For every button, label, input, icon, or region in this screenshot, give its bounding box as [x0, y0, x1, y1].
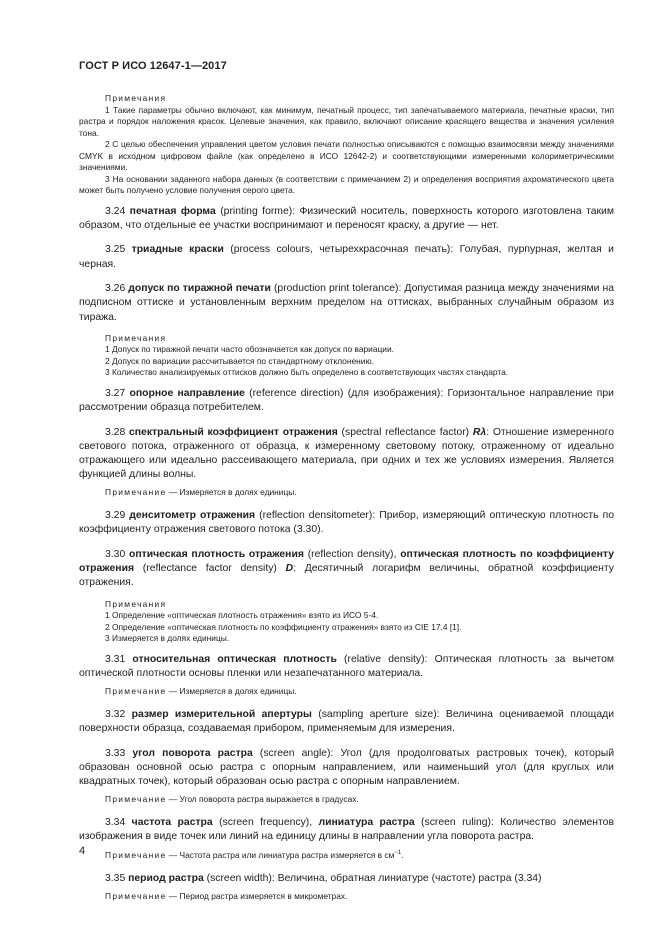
note-item: 2 Определение «оптическая плотность по коэффициенту отражения» взято из CIE 17.4 [1].	[105, 621, 462, 632]
term-name: спектральный коэффициент отражения	[128, 426, 338, 438]
note-end: .	[401, 849, 404, 860]
note-label: Примечание	[105, 487, 167, 498]
term-definition: (sampling aperture size): Величина оцениваемой площади поверхности образца, создаваемая прибором, применяемым для измерения.	[79, 708, 614, 735]
term-3-35	[79, 872, 614, 886]
term-english: (reflection density),	[303, 549, 401, 560]
term-name: печатная форма	[129, 205, 216, 217]
notes-block-1	[79, 93, 614, 197]
term-3-30	[79, 548, 614, 591]
note-text: — Измеряется в долях единицы.	[166, 487, 297, 498]
notes-block-2	[79, 333, 614, 379]
term-number: 3.35	[105, 872, 126, 884]
note-label: Примечание	[105, 849, 167, 860]
term-definition: (screen ruling): Количество элементов изображения в виде точек или линий на единицу длины в направлении угла поворота растра.	[79, 817, 614, 843]
term-3-33	[79, 747, 614, 790]
term-number: 3.30	[105, 549, 126, 560]
term-name: денситометр отражения	[129, 510, 256, 522]
note-3-28	[79, 487, 614, 499]
term-definition: (production print tolerance): Допустимая разница между значениями на подписном оттиске и установленным верхним пределом на оттисках, выбранных случайным образом из тиража.	[79, 283, 614, 323]
term-number: 3.25	[105, 244, 126, 256]
note-text: — Измеряется в долях единицы.	[166, 686, 297, 697]
term-definition: : Десятичный логарифм величины, обратной коэффициенту отражения.	[79, 563, 614, 589]
term-definition: (reference direction) (для изображения): Горизонтальное направление при рассмотрении образца потребителем.	[79, 387, 614, 413]
term-3-32	[79, 708, 614, 736]
note-3-35	[79, 891, 614, 903]
term-number: 3.33	[105, 747, 126, 759]
term-definition: (relative density): Оптическая плотность за вычетом оптической плотности основы пленки или незапечатанного материала.	[79, 653, 614, 679]
term-definition: (screen width): Величина, обратная линиатуре (частоте) растра (3.34)	[203, 872, 542, 884]
term-name: период растра	[128, 872, 204, 884]
term-english-alt: (reflectance factor density)	[134, 563, 286, 575]
term-3-26	[79, 282, 614, 325]
note-text: — Период растра измеряется в микрометрах.	[166, 890, 348, 901]
term-number: 3.29	[105, 510, 126, 522]
term-number: 3.31	[105, 653, 126, 665]
note-3-34	[79, 850, 614, 862]
term-number: 3.24	[105, 205, 126, 217]
term-english: (spectral reflectance factor)	[337, 426, 473, 438]
note-superscript: −1	[394, 849, 402, 856]
term-definition: : Отношение измеренного светового потока, отраженного от образца, к измеренному световому потоку, отраженному от идеально отражающего или идеально рассеивающего материала, при одних и тех же условиях измерения. Является функцией длины волны.	[79, 426, 614, 481]
notes-heading: Примечания	[105, 332, 167, 343]
term-name: оптическая плотность отражения	[129, 549, 304, 560]
term-symbol: D	[285, 563, 294, 575]
note-label: Примечание	[105, 794, 167, 805]
note-label: Примечание	[105, 890, 167, 901]
term-3-24	[79, 205, 614, 233]
note-3-33	[79, 794, 614, 806]
notes-block-3	[79, 599, 614, 645]
term-name-alt: оптическая плотность по коэффициенту отражения	[79, 549, 614, 575]
term-number: 3.32	[105, 708, 126, 720]
note-item: 3 Измеряется в долях единицы.	[105, 633, 230, 644]
term-3-34	[79, 816, 614, 844]
term-3-25	[79, 243, 614, 271]
term-definition: (printing forme): Физический носитель, поверхность которого изготовлена таким образом, что отдельные ее участки воспринимают и переносят краску, а другие — нет.	[79, 205, 614, 231]
note-item: 2 Допуск по вариации рассчитывается по стандартному отклонению.	[105, 355, 375, 366]
term-3-27	[79, 387, 614, 415]
term-number: 3.26	[105, 283, 126, 295]
page-content	[79, 93, 614, 911]
term-3-31	[79, 653, 614, 681]
term-name: допуск по тиражной печати	[128, 283, 271, 295]
note-item: 1 Определение «оптическая плотность отражения» взято из ИСО 5-4.	[105, 610, 379, 621]
note-text: — Частота растра или линиатура растра измеряется в см	[166, 849, 395, 860]
note-item: 3 Количество анализируемых оттисков должно быть определено в соответствующих частях стандарта.	[105, 367, 509, 378]
term-name: относительная оптическая плотность	[132, 653, 337, 665]
term-3-28	[79, 426, 614, 483]
notes-heading: Примечания	[105, 598, 167, 609]
term-name: угол поворота растра	[132, 747, 253, 759]
term-definition: (process colours, четырехкрасочная печать): Голубая, пурпурная, желтая и черная.	[79, 244, 614, 270]
note-item: 1 Допуск по тиражной печати часто обозначается как допуск по вариации.	[105, 344, 394, 355]
term-name: частота растра	[131, 817, 213, 829]
note-item: 2 С целью обеспечения управления цветом условия печати полностью описываются с помощью взаимосвязи между значениями CMYK в исходном цифровом файле (как определено в ИСО 12642-2) и соответствующими измеренными колориметрическими значениями.	[79, 139, 614, 172]
term-symbol: Rλ	[472, 426, 487, 438]
note-text: — Угол поворота растра выражается в градусах.	[166, 794, 359, 805]
note-label: Примечание	[105, 686, 167, 697]
note-3-31	[79, 686, 614, 698]
term-name: триадные краски	[131, 244, 224, 256]
term-definition: (screen angle): Угол (для продолговатых растровых точек), который образован основной осью растра с опорным направлением, или наименьший угол (для круглых или квадратных точек), который образован осью растра с опорным направлением.	[79, 747, 615, 788]
term-number: 3.27	[105, 387, 126, 399]
note-item: 1 Такие параметры обычно включают, как минимум, печатный процесс, тип запечатываемого материала, печатные краски, тип растра и порядок наложения красок. Целевые значения, как правило, включают описание красящего вещества и значения усиления тона.	[79, 104, 614, 138]
document-header: ГОСТ Р ИСО 12647-1—2017	[79, 60, 227, 72]
page-number: 4	[79, 845, 86, 857]
term-name: размер измерительной апертуры	[131, 708, 312, 720]
term-name: опорное направление	[129, 387, 245, 399]
term-definition: (reflection densitometer): Прибор, измеряющий оптическую плотность по коэффициенту отражения светового потока (3.30).	[79, 510, 614, 536]
note-item: 3 На основании заданного набора данных (в соответствии с примечанием 2) и определения восприятия ахроматического цвета может быть получено условие получения серого цвета.	[79, 173, 614, 195]
term-number: 3.34	[105, 817, 126, 829]
notes-heading: Примечания	[105, 93, 167, 103]
term-number: 3.28	[105, 426, 126, 438]
term-name-alt: линиатура растра	[318, 817, 415, 829]
term-english: (screen frequency),	[212, 817, 319, 829]
term-3-29	[79, 509, 614, 537]
